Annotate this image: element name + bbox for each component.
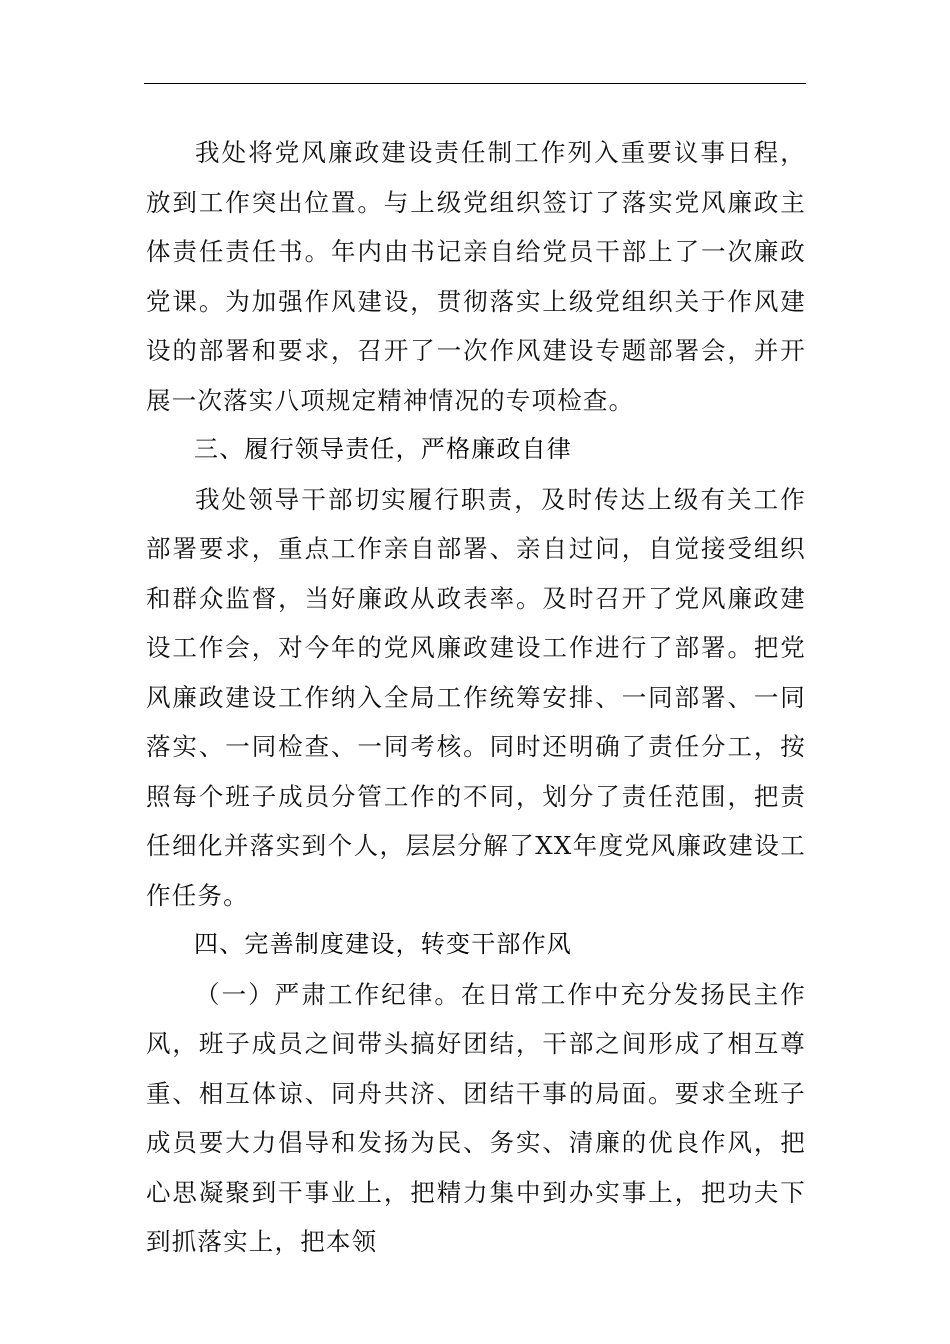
paragraph-work-discipline: （一）严肃工作纪律。在日常工作中充分发扬民主作风，班子成员之间带头搞好团结，干部之间形成了相互尊重、相互体谅、同舟共济、团结干事的局面。要求全班子成员要大力倡导和发扬为民、务实、清廉的优良作风，把心思凝聚到干事业上，把精力集中到办实事上，把功夫下到抓落实上，把本领: [146, 979, 806, 1256]
document-body: [146, 128, 806, 1267]
heading-section-three: 三、履行领导责任，严格廉政自律: [194, 435, 572, 463]
heading-section-four: 四、完善制度建设，转变干部作风: [194, 930, 572, 958]
paragraph-leadership-duties: 我处领导干部切实履行职责，及时传达上级有关工作部署要求，重点工作亲自部署、亲自过问，自觉接受组织和群众监督，当好廉政从政表率。及时召开了党风廉政建设工作会，对今年的党风廉政建设工作进行了部署。把党风廉政建设工作纳入全局工作统筹安排、一同部署、一同落实、一同检查、一同考核。同时还明确了责任分工，按照每个班子成员分管工作的不同，划分了责任范围，把责任细化并落实到个人，层层分解了XX年度党风廉政建设工作任务。: [146, 484, 806, 910]
paragraph-responsibility-system: 我处将党风廉政建设责任制工作列入重要议事日程，放到工作突出位置。与上级党组织签订了落实党风廉政主体责任责任书。年内由书记亲自给党员干部上了一次廉政党课。为加强作风建设，贯彻落实上级党组织关于作风建设的部署和要求，召开了一次作风建设专题部署会，并开展一次落实八项规定精神情况的专项检查。: [146, 138, 806, 415]
header-rule: [144, 83, 806, 84]
